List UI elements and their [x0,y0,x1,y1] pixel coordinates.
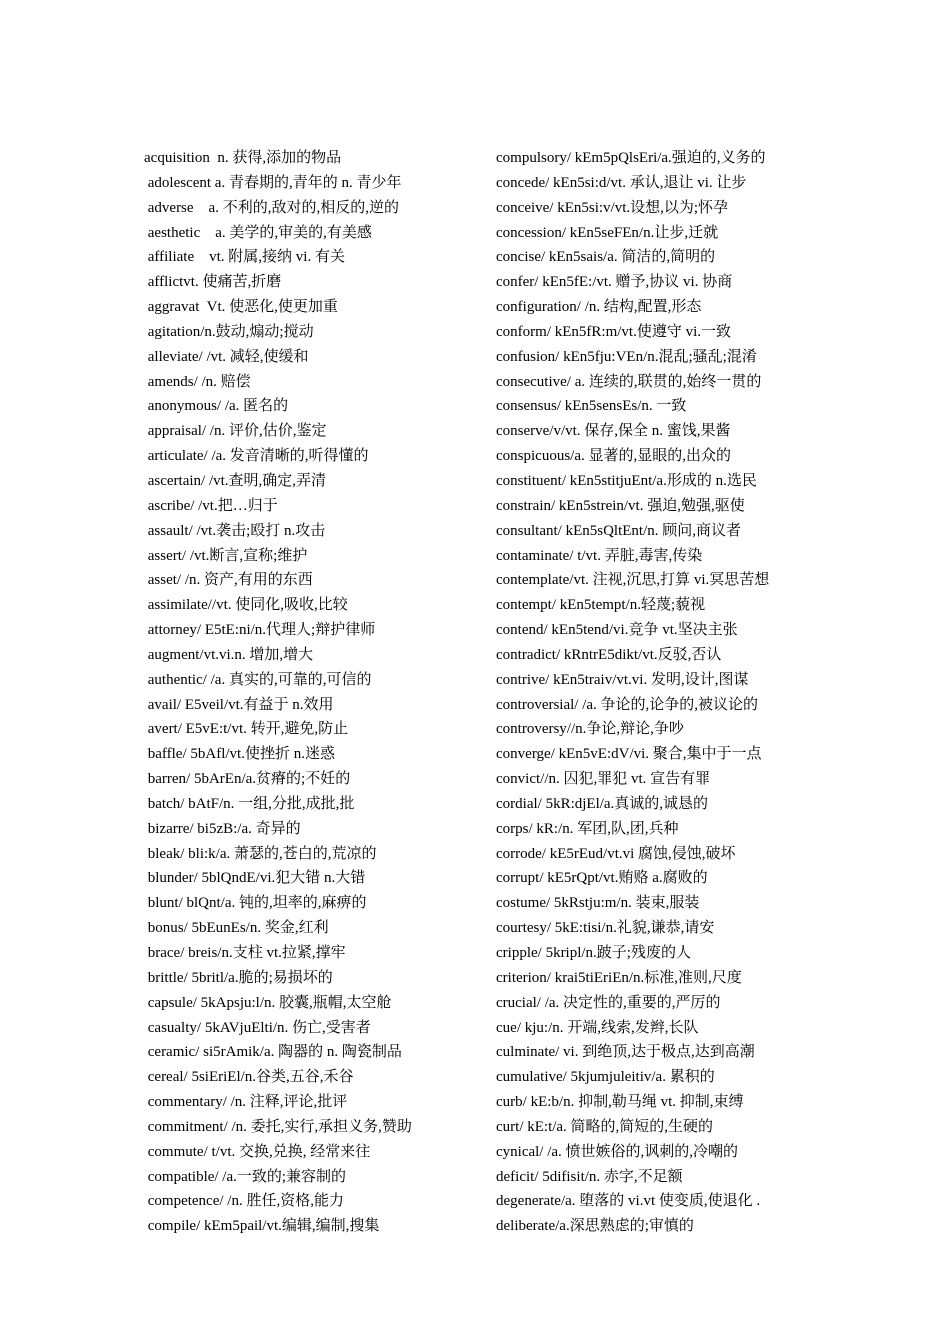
vocab-entry: criterion/ krai5tiEriEn/n.标准,准则,尺度 [496,969,742,986]
vocab-entry: cue/ kju:/n. 开端,线索,发辫,长队 [496,1019,699,1036]
vocab-entry: costume/ 5kRstju:m/n. 装束,服装 [496,895,700,912]
vocab-entry: competence/ /n. 胜任,资格,能力 [144,1193,344,1210]
vocab-entry: commute/ t/vt. 交换,兑换, 经常来往 [144,1143,371,1160]
vocab-entry: authentic/ /a. 真实的,可靠的,可信的 [144,671,372,688]
vocab-entry: consecutive/ a. 连续的,联贯的,始终一贯的 [496,373,762,390]
vocab-entry: corrode/ kE5rEud/vt.vi 腐蚀,侵蚀,破坏 [496,845,736,862]
vocab-entry: brace/ breis/n.支柱 vt.拉紧,撑牢 [144,945,346,961]
vocab-entry: deficit/ 5difisit/n. 赤字,不足额 [496,1168,683,1185]
vocab-entry: conserve/v/vt. 保存,保全 n. 蜜饯,果酱 [496,423,731,440]
vocab-entry: corrupt/ kE5rQpt/vt.贿赂 a.腐败的 [496,870,708,887]
vocab-entry: conspicuous/a. 显著的,显眼的,出众的 [496,448,731,465]
vocab-entry: contrive/ kEn5traiv/vt.vi. 发明,设计,图谋 [496,671,749,688]
vocab-entry: afflictvt. 使痛苦,折磨 [144,274,282,291]
vocab-entry: ceramic/ si5rAmik/a. 陶器的 n. 陶瓷制品 [144,1044,402,1061]
vocab-entry: aesthetic a. 美学的,审美的,有美感 [144,224,372,241]
vocab-entry: culminate/ vi. 到绝顶,达于极点,达到高潮 [496,1044,755,1061]
vocab-entry: baffle/ 5bAfl/vt.使挫折 n.迷惑 [144,746,335,763]
vocab-entry: attorney/ E5tE:ni/n.代理人;辩护律师 [144,622,376,639]
vocab-entry: confer/ kEn5fE:/vt. 赠予,协议 vi. 协商 [496,274,733,291]
vocab-entry: amends/ /n. 赔偿 [144,373,251,390]
vocab-entry: alleviate/ /vt. 减轻,使缓和 [144,348,309,365]
vocab-entry: controversy//n.争论,辩论,争吵 [496,721,684,738]
vocab-entry: assimilate//vt. 使同化,吸收,比较 [144,597,348,614]
vocab-entry: augment/vt.vi.n. 增加,增大 [144,646,314,663]
vocab-entry: constituent/ kEn5stitjuEnt/a.形成的 n.选民 [496,472,757,489]
vocab-entry: avert/ E5vE:t/vt. 转开,避免,防止 [144,721,349,738]
vocab-entry: asset/ /n. 资产,有用的东西 [144,572,313,589]
vocab-entry: compatible/ /a.一致的;兼容制的 [144,1168,347,1185]
vocab-entry: deliberate/a.深思熟虑的;审慎的 [496,1218,694,1235]
vocab-entry: courtesy/ 5kE:tisi/n.礼貌,谦恭,请安 [496,920,715,937]
vocab-entry: conceive/ kEn5si:v/vt.设想,以为;怀孕 [496,199,729,216]
vocab-entry: assert/ /vt.断言,宣称;维护 [144,547,308,564]
vocab-entry: acquisition n. 获得,添加的物品 [144,150,342,166]
vocab-entry: curb/ kE:b/n. 抑制,勒马绳 vt. 抑制,束缚 [496,1094,744,1111]
vocab-entry: bizarre/ bi5zB:/a. 奇异的 [144,820,301,837]
vocab-entry: casualty/ 5kAVjuElti/n. 伤亡,受害者 [144,1019,371,1036]
vocab-entry: cereal/ 5siEriEl/n.谷类,五谷,禾谷 [144,1069,354,1086]
vocab-entry: barren/ 5bArEn/a.贫瘠的;不妊的 [144,771,351,788]
vocab-entry: adverse a. 不利的,敌对的,相反的,逆的 [144,199,399,216]
vocab-entry: configuration/ /n. 结构,配置,形态 [496,299,702,316]
vocab-entry: conform/ kEn5fR:m/vt.使遵守 vi.一致 [496,323,731,340]
vocab-entry: contemplate/vt. 注视,沉思,打算 vi.冥思苦想 [496,572,770,589]
left-column [144,146,484,1239]
vocab-entry: cumulative/ 5kjumjuleitiv/a. 累积的 [496,1069,715,1086]
vocab-entry: cripple/ 5kripl/n.跛子;残废的人 [496,945,691,961]
vocab-entry: constrain/ kEn5strein/vt. 强迫,勉强,驱使 [496,497,745,514]
vocab-entry: aggravat Vt. 使恶化,使更加重 [144,299,338,316]
vocab-entry: batch/ bAtF/n. 一组,分批,成批,批 [144,795,355,812]
vocab-entry: consultant/ kEn5sQltEnt/n. 顾问,商议者 [496,522,741,539]
vocab-entry: concise/ kEn5sais/a. 简洁的,简明的 [496,249,716,266]
vocab-entry: commitment/ /n. 委托,实行,承担义务,赞助 [144,1118,412,1135]
vocab-entry: agitation/n.鼓动,煽动;搅动 [144,323,314,340]
vocab-entry: adolescent a. 青春期的,青年的 n. 青少年 [144,174,402,191]
vocab-entry: capsule/ 5kApsju:l/n. 胶囊,瓶帽,太空舱 [144,994,392,1011]
vocab-entry: curt/ kE:t/a. 简略的,简短的,生硬的 [496,1118,714,1135]
vocab-entry: bonus/ 5bEunEs/n. 奖金,红利 [144,920,329,937]
vocab-entry: appraisal/ /n. 评价,估价,鉴定 [144,423,327,440]
vocab-entry: crucial/ /a. 决定性的,重要的,严厉的 [496,994,721,1011]
vocab-entry: anonymous/ /a. 匿名的 [144,398,289,415]
vocab-entry: ascribe/ /vt.把…归于 [144,497,278,514]
vocab-entry: affiliate vt. 附属,接纳 vi. 有关 [144,249,345,266]
vocab-entry: avail/ E5veil/vt.有益于 n.效用 [144,696,334,713]
vocab-entry: blunder/ 5blQndE/vi.犯大错 n.大错 [144,870,366,887]
vocab-entry: compile/ kEm5pail/vt.编辑,编制,搜集 [144,1218,380,1235]
vocab-entry: ascertain/ /vt.查明,确定,弄清 [144,472,327,489]
vocab-entry: blunt/ blQnt/a. 钝的,坦率的,麻痹的 [144,895,367,912]
vocab-entry: assault/ /vt.袭击;殴打 n.攻击 [144,522,326,539]
vocab-entry: commentary/ /n. 注释,评论,批评 [144,1094,348,1111]
vocab-entry: cordial/ 5kR:djEl/a.真诚的,诚恳的 [496,795,709,812]
vocab-entry: confusion/ kEn5fju:VEn/n.混乱;骚乱;混淆 [496,348,757,365]
vocab-entry: bleak/ bli:k/a. 萧瑟的,苍白的,荒凉的 [144,845,377,862]
vocab-entry: controversial/ /a. 争论的,论争的,被议论的 [496,696,759,713]
vocab-entry: concession/ kEn5seFEn/n.让步,迁就 [496,224,719,241]
vocab-entry: corps/ kR:/n. 军团,队,团,兵种 [496,820,679,837]
right-column [496,146,826,1239]
vocab-entry: articulate/ /a. 发音清晰的,听得懂的 [144,448,369,465]
vocab-entry: brittle/ 5britl/a.脆的;易损坏的 [144,969,333,986]
vocab-entry: contradict/ kRntrE5dikt/vt.反驳,否认 [496,646,722,663]
vocab-entry: contend/ kEn5tend/vi.竞争 vt.坚决主张 [496,622,738,639]
vocab-entry: contaminate/ t/vt. 弄脏,毒害,传染 [496,547,703,564]
vocab-entry: cynical/ /a. 愤世嫉俗的,讽刺的,冷嘲的 [496,1143,739,1160]
vocab-entry: degenerate/a. 堕落的 vi.vt 使变质,使退化 . [496,1193,761,1210]
vocab-entry: convict//n. 囚犯,罪犯 vt. 宣告有罪 [496,771,711,788]
vocab-entry: concede/ kEn5si:d/vt. 承认,退让 vi. 让步 [496,174,747,191]
vocab-entry: compulsory/ kEm5pQlsEri/a.强迫的,义务的 [496,150,766,166]
vocab-entry: consensus/ kEn5sensEs/n. 一致 [496,398,687,415]
vocab-entry: converge/ kEn5vE:dV/vi. 聚合,集中于一点 [496,746,762,763]
vocab-entry: contempt/ kEn5tempt/n.轻蔑;藐视 [496,597,706,614]
